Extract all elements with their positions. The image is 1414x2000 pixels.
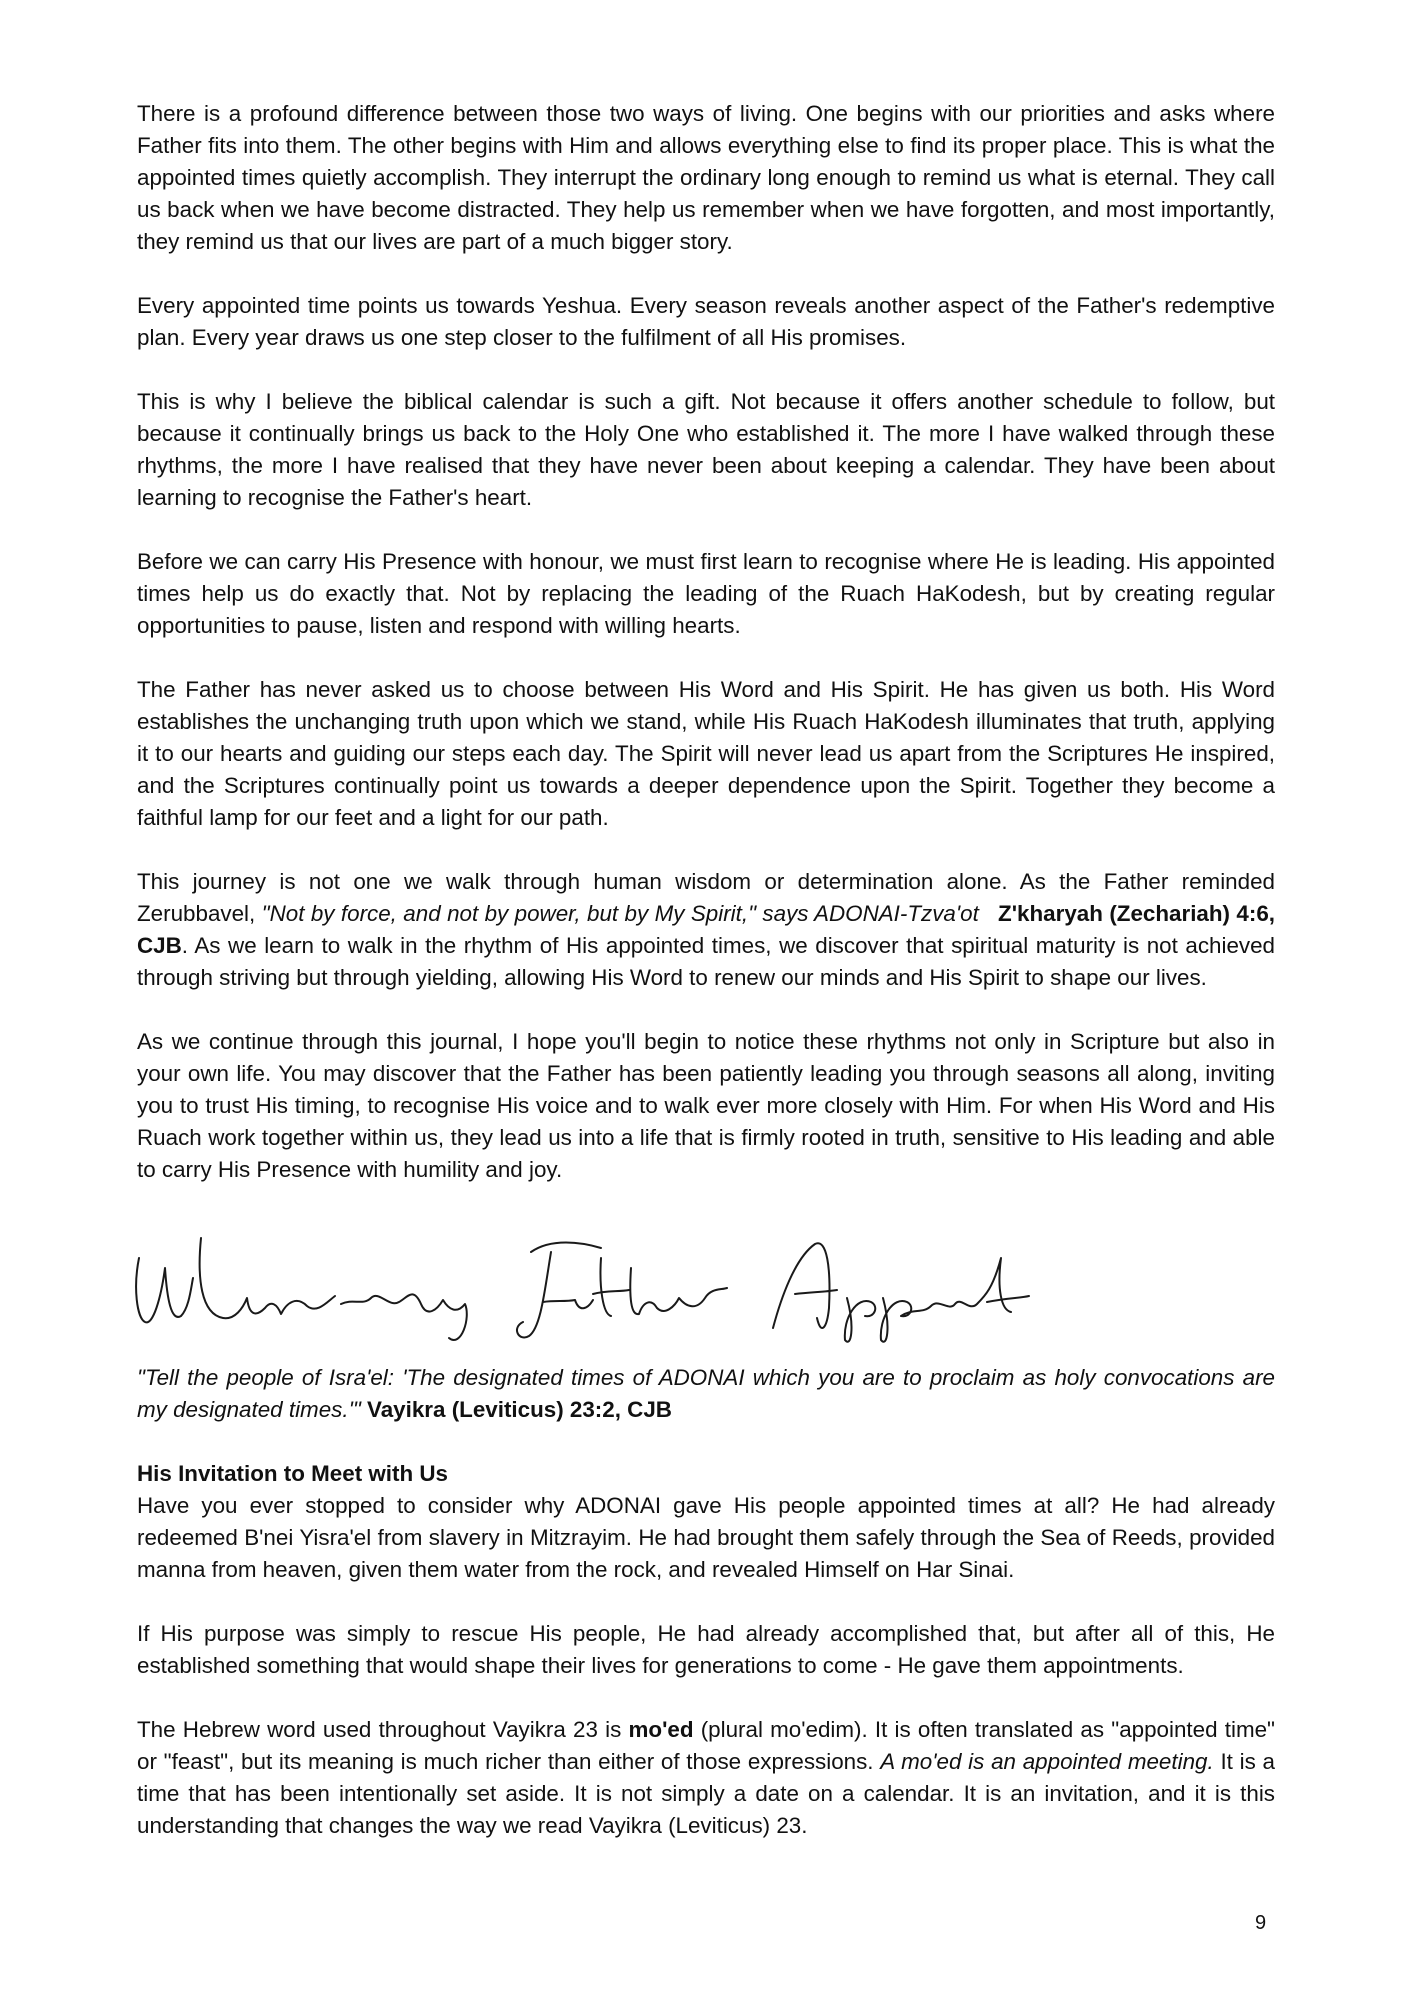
scripture-quote: "Tell the people of Isra'el: 'The designated times of ADONAI which you are to proclaim as holy convocations are my designated times.'" (137, 1365, 1275, 1422)
moed-term: mo'ed (628, 1717, 694, 1742)
section-title-script (131, 1218, 1275, 1358)
script-title-graphic (131, 1218, 1031, 1348)
paragraph-points-to-yeshua: Every appointed time points us towards Yeshua. Every season reveals another aspect of the Father's redemptive plan. Every year draws us one step closer to the fulfilment of all His promises. (137, 293, 1275, 350)
paragraph-why-appointed-times: Have you ever stopped to consider why ADONAI gave His people appointed times at all? He had already redeemed B'nei Yisra'el from slavery in Mitzrayim. He had brought them safely through the Sea of Reeds, provided manna from heaven, given them water from the rock, and revealed Himself on Har Sinai. (137, 1493, 1275, 1582)
zechariah-quote: "Not by force, and not by power, but by My Spirit," says ADONAI-Tzva'ot (261, 901, 979, 926)
zechariah-reference: Z'kharyah (Zechariah) 4:6, CJB (137, 901, 1276, 958)
zerubbabel-intro: This journey is not one we walk through human wisdom or determination alone. As the Father reminded Zerubbavel, (137, 869, 1275, 926)
moed-middle: (plural mo'edim). It is often translated as "appointed time" or "feast", but its meaning is much richer than either of those expressions. (137, 1717, 1275, 1774)
document-page (137, 98, 1275, 1842)
paragraph-closing: As we continue through this journal, I hope you'll begin to notice these rhythms not only in Scripture but also in your own life. You may discover that the Father has been patiently leading you through seasons all along, inviting you to trust His timing, to recognise His voice and to walk ever more closely with Him. For when His Word and His Ruach work together within us, they lead us into a life that is firmly rooted in truth, sensitive to His leading and able to carry His Presence with humility and joy. (137, 1029, 1275, 1182)
paragraph-zerubbabel (137, 866, 1275, 994)
paragraph-two-ways-of-living: There is a profound difference between those two ways of living. One begins with our priorities and asks where Father fits into them. The other begins with Him and allows everything else to find its proper place. This is what the appointed times quietly accomplish. They interrupt the ordinary long enough to remind us what is eternal. They call us back when we have become distracted. They help us remember when we have forgotten, and most importantly, they remind us that our lives are part of a much bigger story. (137, 101, 1275, 254)
moed-rest: It is a time that has been intentionally set aside. It is not simply a date on a calendar. It is an invitation, and it is this understanding that changes the way we read Vayikra (Leviticus) 23. (137, 1749, 1275, 1838)
page-number: 9 (1255, 1912, 1267, 1934)
moed-intro: The Hebrew word used throughout Vayikra 23 is (137, 1717, 629, 1742)
scripture-leviticus (137, 1362, 1275, 1426)
moed-emphasis: A mo'ed is an appointed meeting. (880, 1749, 1214, 1774)
paragraph-word-and-spirit: The Father has never asked us to choose between His Word and His Spirit. He has given us both. His Word establishes the unchanging truth upon which we stand, while His Ruach HaKodesh illuminates that truth, applying it to our hearts and guiding our steps each day. The Spirit will never lead us apart from the Scriptures He inspired, and the Scriptures continually point us towards a deeper dependence upon the Spirit. Together they become a faithful lamp for our feet and a light for our path. (137, 677, 1275, 830)
paragraph-rescue-purpose: If His purpose was simply to rescue His people, He had already accomplished that, but after all of this, He established something that would shape their lives for generations to come - He gave them appointments. (137, 1621, 1275, 1678)
paragraph-carry-presence: Before we can carry His Presence with honour, we must first learn to recognise where He is leading. His appointed times help us do exactly that. Not by replacing the leading of the Ruach HaKodesh, but by creating regular opportunities to pause, listen and respond with willing hearts. (137, 549, 1275, 638)
zerubbabel-rest: . As we learn to walk in the rhythm of His appointed times, we discover that spiritual maturity is not achieved through striving but through yielding, allowing His Word to renew our minds and His Spirit to shape our lives. (137, 933, 1275, 990)
paragraph-moed (137, 1714, 1275, 1842)
paragraph-calendar-gift: This is why I believe the biblical calendar is such a gift. Not because it offers another schedule to follow, but because it continually brings us back to the Holy One who established it. The more I have walked through these rhythms, the more I have realised that they have never been about keeping a calendar. They have been about learning to recognise the Father's heart. (137, 389, 1275, 510)
scripture-reference: Vayikra (Leviticus) 23:2, CJB (367, 1397, 672, 1422)
subheading-invitation: His Invitation to Meet with Us (137, 1461, 448, 1486)
